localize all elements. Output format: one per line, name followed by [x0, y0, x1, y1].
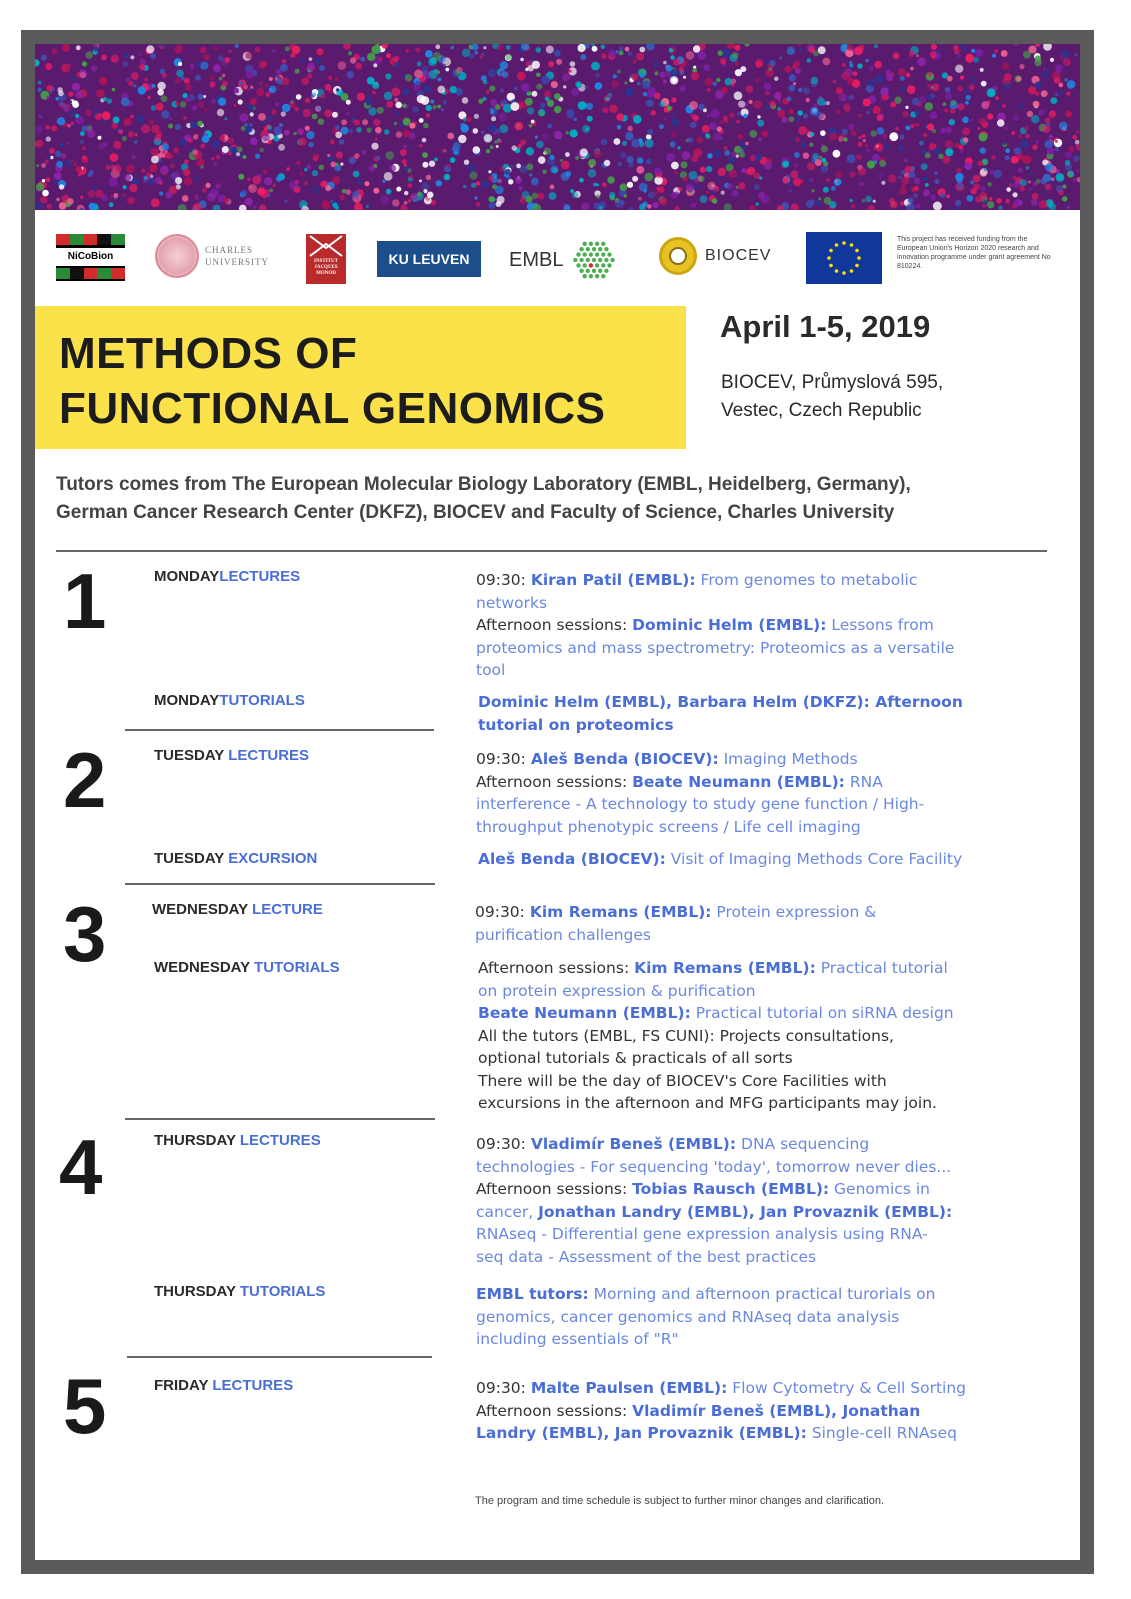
day-divider — [125, 883, 435, 885]
tutorial-line: tutorial on proteomics — [478, 715, 674, 734]
day-name: WEDNESDAY — [152, 901, 248, 918]
day-divider — [125, 729, 434, 731]
talk-title: Lessons from — [831, 616, 934, 634]
session-time: 09:30: — [475, 903, 525, 921]
speaker-name: Jonathan Landry (EMBL), Jan Provaznik (EMBL): — [538, 1202, 953, 1221]
eu-funding-note: This project has received funding from the European Union's Horizon 2020 research and innovation programme under grant agreement No 810224. — [897, 236, 1051, 270]
session-kind: EXCURSION — [228, 850, 318, 867]
day-name: WEDNESDAY — [154, 959, 250, 976]
talk-title: Imaging Methods — [723, 750, 858, 768]
biocev-logo-text: BIOCEV — [705, 247, 772, 264]
charles-university-logo — [155, 234, 269, 278]
speaker-name: Kiran Patil (EMBL): — [530, 571, 696, 589]
speaker-name: EMBL tutors: — [476, 1285, 589, 1303]
day4-tutorials-heading — [154, 1283, 325, 1300]
schedule-top-divider — [56, 550, 1047, 552]
embl-hexagon-dots-icon — [569, 235, 619, 285]
speaker-name: Tobias Rausch (EMBL): — [632, 1180, 830, 1198]
day4-tutorials-details — [476, 1283, 976, 1351]
talk-title: throughput phenotypic screens / Life cell imaging — [476, 817, 861, 836]
title-box — [35, 306, 686, 449]
info-line: optional tutorials & practicals of all sorts — [478, 1049, 793, 1067]
talk-title: technologies - For sequencing 'today', tomorrow never dies... — [476, 1157, 952, 1176]
day4-lectures-details — [476, 1133, 996, 1268]
talk-title: including essentials of "R" — [476, 1330, 679, 1348]
event-venue — [721, 369, 943, 425]
tutors-intro — [56, 471, 1016, 527]
charles-logo-line2: UNIVERSITY — [205, 257, 269, 267]
talk-title: Genomics in — [834, 1180, 930, 1198]
day1-lectures-details — [476, 569, 976, 682]
session-time: Afternoon sessions: — [476, 1180, 628, 1198]
session-time: Afternoon sessions: — [478, 959, 630, 977]
session-time: 09:30: — [476, 750, 526, 768]
day-name: TUESDAY — [154, 747, 225, 764]
day4-lectures-heading — [154, 1132, 321, 1149]
day2-excursion-heading — [154, 850, 317, 867]
speaker-name: Aleš Benda (BIOCEV): — [530, 750, 719, 768]
day-name: MONDAY — [154, 692, 220, 709]
talk-title: purification challenges — [475, 925, 652, 944]
day-number-1: 1 — [63, 557, 107, 645]
talk-title: networks — [476, 593, 548, 612]
nicobion-logo-text: NiCoBion — [56, 248, 125, 266]
tutorial-line: Dominic Helm (EMBL), Barbara Helm (DKFZ): Afternoon — [478, 693, 963, 711]
session-time: 09:30: — [476, 1135, 526, 1153]
session-kind: LECTURE — [252, 901, 323, 918]
day5-lectures-details — [476, 1377, 976, 1445]
talk-title: Single-cell RNAseq — [811, 1424, 957, 1442]
day3-lecture-details — [475, 901, 975, 946]
day-number-5: 5 — [63, 1362, 107, 1450]
session-kind: LECTURES — [239, 1132, 321, 1149]
talk-title: interference - A technology to study gene function / High- — [476, 795, 925, 813]
eu-flag-logo — [806, 232, 882, 284]
charles-logo-line1: CHARLES — [205, 245, 254, 255]
talk-title: seq data - Assessment of the best practices — [476, 1247, 817, 1266]
speaker-name: Aleš Benda (BIOCEV): — [478, 850, 666, 868]
day2-lectures-details — [476, 748, 976, 838]
talk-title: From genomes to metabolic — [700, 571, 918, 589]
talk-title: on protein expression & purification — [478, 981, 756, 1000]
institut-jacques-monod-logo — [306, 234, 346, 284]
speaker-name: Dominic Helm (EMBL): — [632, 616, 827, 634]
talk-title: cancer, — [476, 1202, 534, 1221]
event-date: April 1-5, 2019 — [720, 309, 931, 344]
day3-tutorials-heading — [154, 959, 340, 976]
day-name: THURSDAY — [154, 1132, 236, 1149]
session-time: Afternoon sessions: — [476, 1401, 628, 1420]
speaker-name: Vladimír Beneš (EMBL): — [530, 1135, 737, 1153]
day5-lectures-heading — [154, 1377, 293, 1394]
talk-title: Practical tutorial — [820, 959, 948, 977]
talk-title: Practical tutorial on siRNA design — [695, 1004, 954, 1022]
speaker-name: Vladimír Beneš (EMBL), Jonathan — [632, 1401, 921, 1420]
session-kind: LECTURES — [219, 568, 301, 585]
poster — [35, 44, 1080, 1560]
speaker-name: Beate Neumann (EMBL): — [478, 1004, 691, 1022]
day-name: MONDAY — [154, 568, 220, 585]
day-name: FRIDAY — [154, 1377, 209, 1394]
speaker-name: Beate Neumann (EMBL): — [632, 772, 845, 791]
day1-tutorials-details — [478, 691, 978, 736]
day-number-4: 4 — [59, 1123, 103, 1211]
tutors-line1: Tutors comes from The European Molecular Biology Laboratory (EMBL, Heidelberg, Germany), — [56, 474, 911, 495]
day2-lectures-heading — [154, 747, 309, 764]
info-line: excursions in the afternoon and MFG participants may join. — [478, 1094, 937, 1112]
session-kind: TUTORIALS — [239, 1283, 326, 1300]
embl-logo — [509, 235, 619, 285]
biocev-emblem-icon — [659, 237, 697, 275]
day-divider — [125, 1118, 435, 1120]
ku-leuven-logo: KU LEUVEN — [377, 241, 481, 277]
session-time: Afternoon sessions: — [476, 772, 628, 791]
info-line: All the tutors (EMBL, FS CUNI): Projects consultations, — [478, 1026, 894, 1045]
day-number-3: 3 — [63, 890, 107, 978]
talk-title: RNAseq - Differential gene expression analysis using RNA- — [476, 1225, 928, 1243]
ijm-logo-text: INSTITUT JACQUES MONOD — [314, 259, 338, 276]
nicobion-logo — [56, 234, 125, 281]
talk-title: genomics, cancer genomics and RNAseq data analysis — [476, 1307, 900, 1326]
venue-line2: Vestec, Czech Republic — [721, 400, 922, 421]
venue-line1: BIOCEV, Průmyslová 595, — [721, 372, 944, 393]
speaker-name: Kim Remans (EMBL): — [634, 959, 816, 977]
speaker-name: Landry (EMBL), Jan Provaznik (EMBL): — [476, 1424, 807, 1442]
session-time: Afternoon sessions: — [476, 616, 628, 634]
day-name: TUESDAY — [154, 850, 225, 867]
day3-tutorials-details — [478, 957, 978, 1115]
day1-lectures-heading — [154, 568, 300, 585]
charles-university-seal-icon — [155, 234, 199, 278]
event-title-line1: METHODS OF — [59, 329, 358, 378]
day-number-2: 2 — [63, 736, 107, 824]
talk-title: DNA sequencing — [741, 1135, 870, 1153]
talk-title: Flow Cytometry & Cell Sorting — [732, 1379, 966, 1397]
event-title-line2: FUNCTIONAL GENOMICS — [59, 384, 606, 433]
embl-logo-text: EMBL — [509, 248, 564, 271]
day3-lecture-heading — [152, 901, 323, 918]
session-kind: TUTORIALS — [254, 959, 340, 976]
talk-title: tool — [476, 661, 506, 679]
session-kind: LECTURES — [212, 1377, 294, 1394]
tutors-line2: German Cancer Research Center (DKFZ), BIOCEV and Faculty of Science, Charles University — [56, 502, 895, 523]
info-line: There will be the day of BIOCEV's Core Facilities with — [478, 1071, 887, 1090]
day-name: THURSDAY — [154, 1283, 236, 1300]
speaker-name: Malte Paulsen (EMBL): — [530, 1379, 728, 1397]
session-kind: TUTORIALS — [219, 692, 305, 709]
talk-title: proteomics and mass spectrometry: Proteomics as a versatile — [476, 638, 955, 657]
day2-excursion-details — [478, 848, 1038, 871]
talk-title: Morning and afternoon practical turorials on — [593, 1285, 936, 1303]
session-time: 09:30: — [476, 1379, 526, 1397]
eu-stars-icon — [806, 232, 882, 284]
talk-title: Protein expression & — [716, 903, 877, 921]
day-divider — [127, 1356, 432, 1358]
biocev-logo — [659, 237, 771, 275]
talk-title: Visit of Imaging Methods Core Facility — [670, 850, 963, 868]
ijm-cross-icon — [306, 234, 346, 258]
session-time: 09:30: — [476, 571, 526, 589]
footer-note: The program and time schedule is subject to further minor changes and clarification. — [475, 1495, 885, 1507]
microscopy-banner-image — [35, 44, 1080, 210]
speaker-name: Kim Remans (EMBL): — [529, 903, 712, 921]
event-title — [59, 326, 605, 436]
talk-title: RNA — [849, 772, 883, 791]
day1-tutorials-heading — [154, 692, 305, 709]
session-kind: LECTURES — [228, 747, 310, 764]
